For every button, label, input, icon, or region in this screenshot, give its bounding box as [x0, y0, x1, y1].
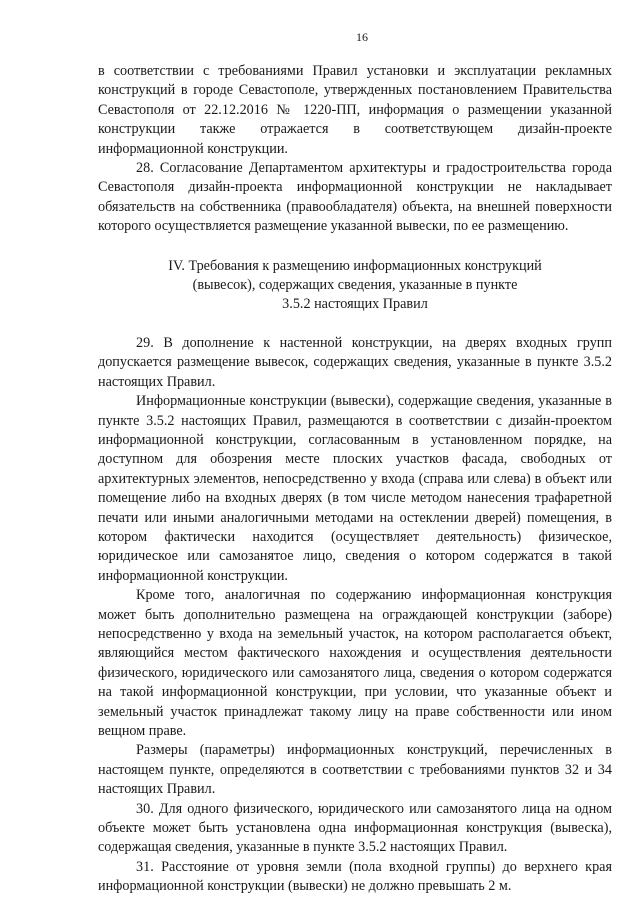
paragraph-30: 30. Для одного физического, юридического или самозанятого лица на одном объекте может быть установлена одна информационная конструкция (вывеска), содержащая сведения, указанные в пункте 3.5.2 настоящих Правил. — [98, 800, 612, 856]
paragraph-29: 29. В дополнение к настенной конструкции, на дверях входных групп допускается размещение вывесок, содержащих сведения, указанные в пункте 3.5.2 настоящих Правил. — [98, 334, 612, 390]
section-heading-line: IV. Требования к размещению информационных конструкций — [168, 257, 542, 274]
paragraph-continuation: в соответствии с требованиями Правил установки и эксплуатации рекламных конструкций в городе Севастополе, утвержденных постановлением Правительства Севастополя от 22.12.2016 № 1220-ПП, информация о размещении указанной конструкции также отражается в соответствующем дизайн-проекте информационной конструкции. — [98, 63, 612, 157]
paragraph-28: 28. Согласование Департаментом архитектуры и градостроительства города Севастополя дизайн-проекта информационной конструкции не накладывает обязательств на собственника (правообладателя) объекта, на внешней поверхности которого осуществляется размещение указанной вывески, по ее размещению. — [98, 160, 612, 235]
section-heading-line: 3.5.2 настоящих Правил — [282, 296, 428, 313]
paragraph-31: 31. Расстояние от уровня земли (пола входной группы) до верхнего края информационной конструкции (вывески) не должно превышать 2 м. — [98, 858, 612, 895]
paragraph-29-fence: Кроме того, аналогичная по содержанию информационная конструкция может быть дополнительно размещена на ограждающей конструкции (заборе) непосредственно у входа на земельный участок, на котором располагается объект, являющийся местом фактического нахождения и осуществления деятельности физического, юридического или самозанятого лица, сведения о котором содержатся на такой информационной конструкции, при условии, что указанные объект и земельный участок принадлежат такому лицу на праве собственности или ином вещном праве. — [98, 587, 612, 739]
section-heading — [98, 257, 612, 315]
page-number: 16 — [356, 30, 368, 44]
paragraph-29-sizes: Размеры (параметры) информационных конструкций, перечисленных в настоящем пункте, определяются в соответствии с требованиями пунктов 32 и 34 настоящих Правил. — [98, 742, 612, 798]
paragraph-29-placement: Информационные конструкции (вывески), содержащие сведения, указанные в пункте 3.5.2 настоящих Правил, размещаются в соответствии с дизайн-проектом информационной конструкции, согласованным в установленном порядке, на доступном для обозрения месте плоских участков фасада, свободных от архитектурных элементов, непосредственно у входа (справа или слева) в объект или помещение либо на входных дверях (в том числе методом нанесения трафаретной печати или иными аналогичными методами на остеклении дверей) помещения, в котором фактически находится (осуществляет деятельность) физическое, юридическое или самозанятое лицо, сведения о котором содержатся в такой информационной конструкции. — [98, 393, 612, 584]
section-heading-line: (вывесок), содержащих сведения, указанные в пункте — [192, 277, 518, 294]
